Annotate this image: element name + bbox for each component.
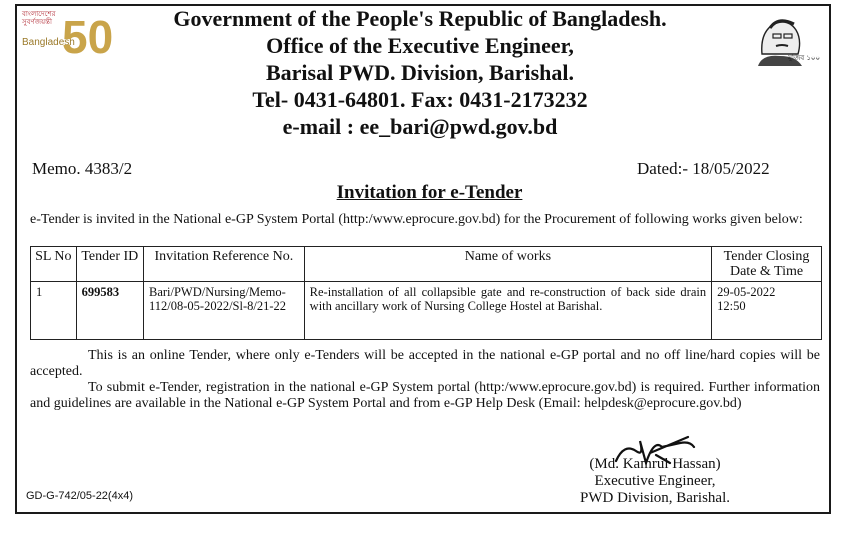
- online-tender-paragraph: This is an online Tender, where only e-Tenders will be accepted in the national e-GP portal and no off line/hard copies will be accepted.: [30, 348, 820, 379]
- mujib100-seal: মুজিব ১০০: [788, 54, 820, 62]
- signatory-name: (Md. Kamrul Hassan): [589, 456, 721, 472]
- signatory-designation: Executive Engineer,: [594, 473, 716, 489]
- header-division: Barisal PWD. Division, Barishal.: [265, 60, 575, 85]
- logo-country-text: Bangladesh: [22, 37, 75, 48]
- cell-reference: Bari/PWD/Nursing/Memo-112/08-05-2022/Sl-8/21-22: [143, 282, 304, 340]
- date-label: Dated:-: [637, 159, 688, 178]
- header-reference: Invitation Reference No.: [143, 247, 304, 282]
- header-email: e-mail : ee_bari@pwd.gov.bd: [282, 114, 558, 139]
- document-title: Invitation for e-Tender: [336, 182, 523, 203]
- cell-sl: 1: [31, 282, 77, 340]
- letterhead: [120, 6, 720, 140]
- signatory-block: [575, 456, 735, 507]
- header-name-of-works: Name of works: [304, 247, 711, 282]
- header-sl: SL No: [31, 247, 77, 282]
- cell-tender-id: 699583: [76, 282, 143, 340]
- registration-paragraph: To submit e-Tender, registration in the national e-GP System portal (http:/www.eprocure.gov.bd) is required. Further information and guidelines are available in the National e-GP System Portal and from e-GP Help Desk (Email: helpdesk@eprocure.gov.bd): [30, 380, 820, 411]
- cell-closing: [712, 282, 822, 340]
- header-office: Office of the Executive Engineer,: [266, 33, 574, 58]
- header-tender-id: Tender ID: [76, 247, 143, 282]
- header-phone: Tel- 0431-64801. Fax: 0431-2173232: [252, 87, 588, 112]
- golden-jubilee-logo: [22, 8, 114, 64]
- cell-work: Re-installation of all collapsible gate and re-construction of back side drain with ancillary work of Nursing College Hostel at Barishal.: [304, 282, 711, 340]
- memo-label: Memo.: [32, 159, 81, 178]
- header-closing: Tender Closing Date & Time: [712, 247, 822, 282]
- table-row: [31, 282, 822, 340]
- date-value: 18/05/2022: [692, 159, 770, 178]
- intro-paragraph: e-Tender is invited in the National e-GP System Portal (http:/www.eprocure.gov.bd) for the Procurement of following works given below:: [30, 212, 803, 227]
- logo-bengali-text: বাংলাদেশের সুবর্ণজয়ন্তী: [22, 10, 56, 26]
- table-header-row: [31, 247, 822, 282]
- memo-number: 4383/2: [84, 159, 133, 178]
- signatory-office: PWD Division, Barishal.: [580, 490, 730, 506]
- date-line: [637, 159, 770, 179]
- portrait-image: [748, 10, 820, 66]
- header-government: Government of the People's Republic of Bangladesh.: [173, 6, 667, 31]
- closing-time: 12:50: [717, 299, 746, 313]
- logo-number: 50: [62, 11, 114, 63]
- memo-line: [32, 159, 132, 179]
- footer-code: GD-G-742/05-22(4x4): [26, 490, 133, 502]
- tender-table: [30, 246, 822, 340]
- closing-date: 29-05-2022: [717, 285, 776, 299]
